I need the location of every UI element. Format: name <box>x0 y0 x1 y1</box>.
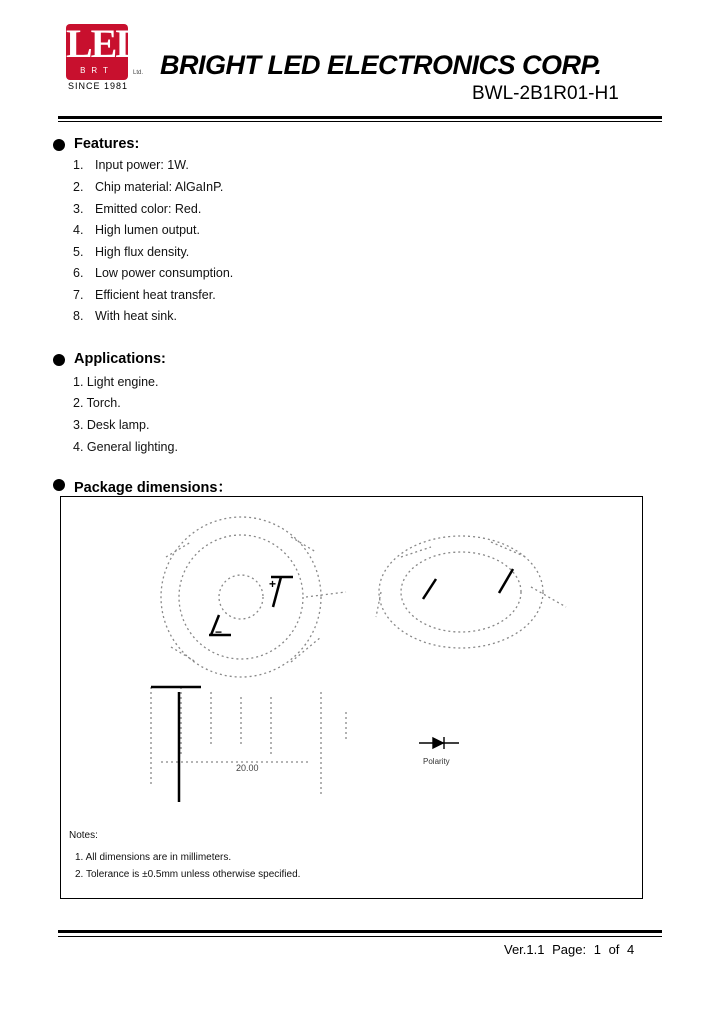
package-title: Package dimensions： <box>74 480 232 496</box>
application-item: 1. Light engine. <box>73 375 159 389</box>
feature-item: 5. High flux density. <box>73 245 190 259</box>
feature-item: 4. High lumen output. <box>73 223 200 237</box>
applications-title: Applications: <box>74 351 166 367</box>
logo-suffix: Ltd. <box>133 70 144 76</box>
anode-mark: + <box>269 577 277 591</box>
application-item: 4. General lighting. <box>73 440 178 454</box>
polarity-label: Polarity <box>423 757 450 766</box>
footer-rule-thick <box>58 930 662 933</box>
cathode-mark: − <box>215 625 223 639</box>
package-bullet <box>53 479 65 491</box>
feature-item: 7. Efficient heat transfer. <box>73 288 216 302</box>
since-year: SINCE 1981 <box>68 81 129 91</box>
header-rule-thick <box>58 116 662 119</box>
dimension-width-label: 20.00 <box>236 763 259 773</box>
page-number: 1 <box>593 942 601 957</box>
application-item: 3. Desk lamp. <box>73 418 150 432</box>
application-item: 2. Torch. <box>73 396 121 410</box>
logo-text: LED <box>66 21 143 66</box>
features-bullet <box>53 139 65 151</box>
logo-subtext: BRT <box>80 66 114 75</box>
company-name: BRIGHT LED ELECTRONICS CORP. <box>160 50 602 80</box>
feature-item: 2. Chip material: AlGaInP. <box>73 180 224 194</box>
feature-item: 3. Emitted color: Red. <box>73 202 202 216</box>
feature-item: 8. With heat sink. <box>73 309 177 323</box>
page-footer <box>504 942 638 957</box>
note-item: 1. All dimensions are in millimeters. <box>75 852 232 863</box>
feature-item: 1. Input power: 1W. <box>73 158 189 172</box>
page-total: 4 <box>627 942 635 957</box>
footer-rule-thin <box>58 936 662 937</box>
feature-item: 6. Low power consumption. <box>73 266 234 280</box>
features-title: Features: <box>74 136 140 152</box>
package-drawing <box>61 497 644 900</box>
page-label: Page: <box>552 942 587 957</box>
package-drawing-frame <box>60 496 643 899</box>
page-of-label: of <box>608 942 620 957</box>
version: Ver.1.1 <box>504 942 545 957</box>
part-number: BWL-2B1R01-H1 <box>472 83 619 104</box>
header-rule-thin <box>58 121 662 122</box>
note-item: 2. Tolerance is ±0.5mm unless otherwise specified. <box>75 869 301 880</box>
applications-bullet <box>53 354 65 366</box>
notes-title: Notes: <box>69 830 98 841</box>
